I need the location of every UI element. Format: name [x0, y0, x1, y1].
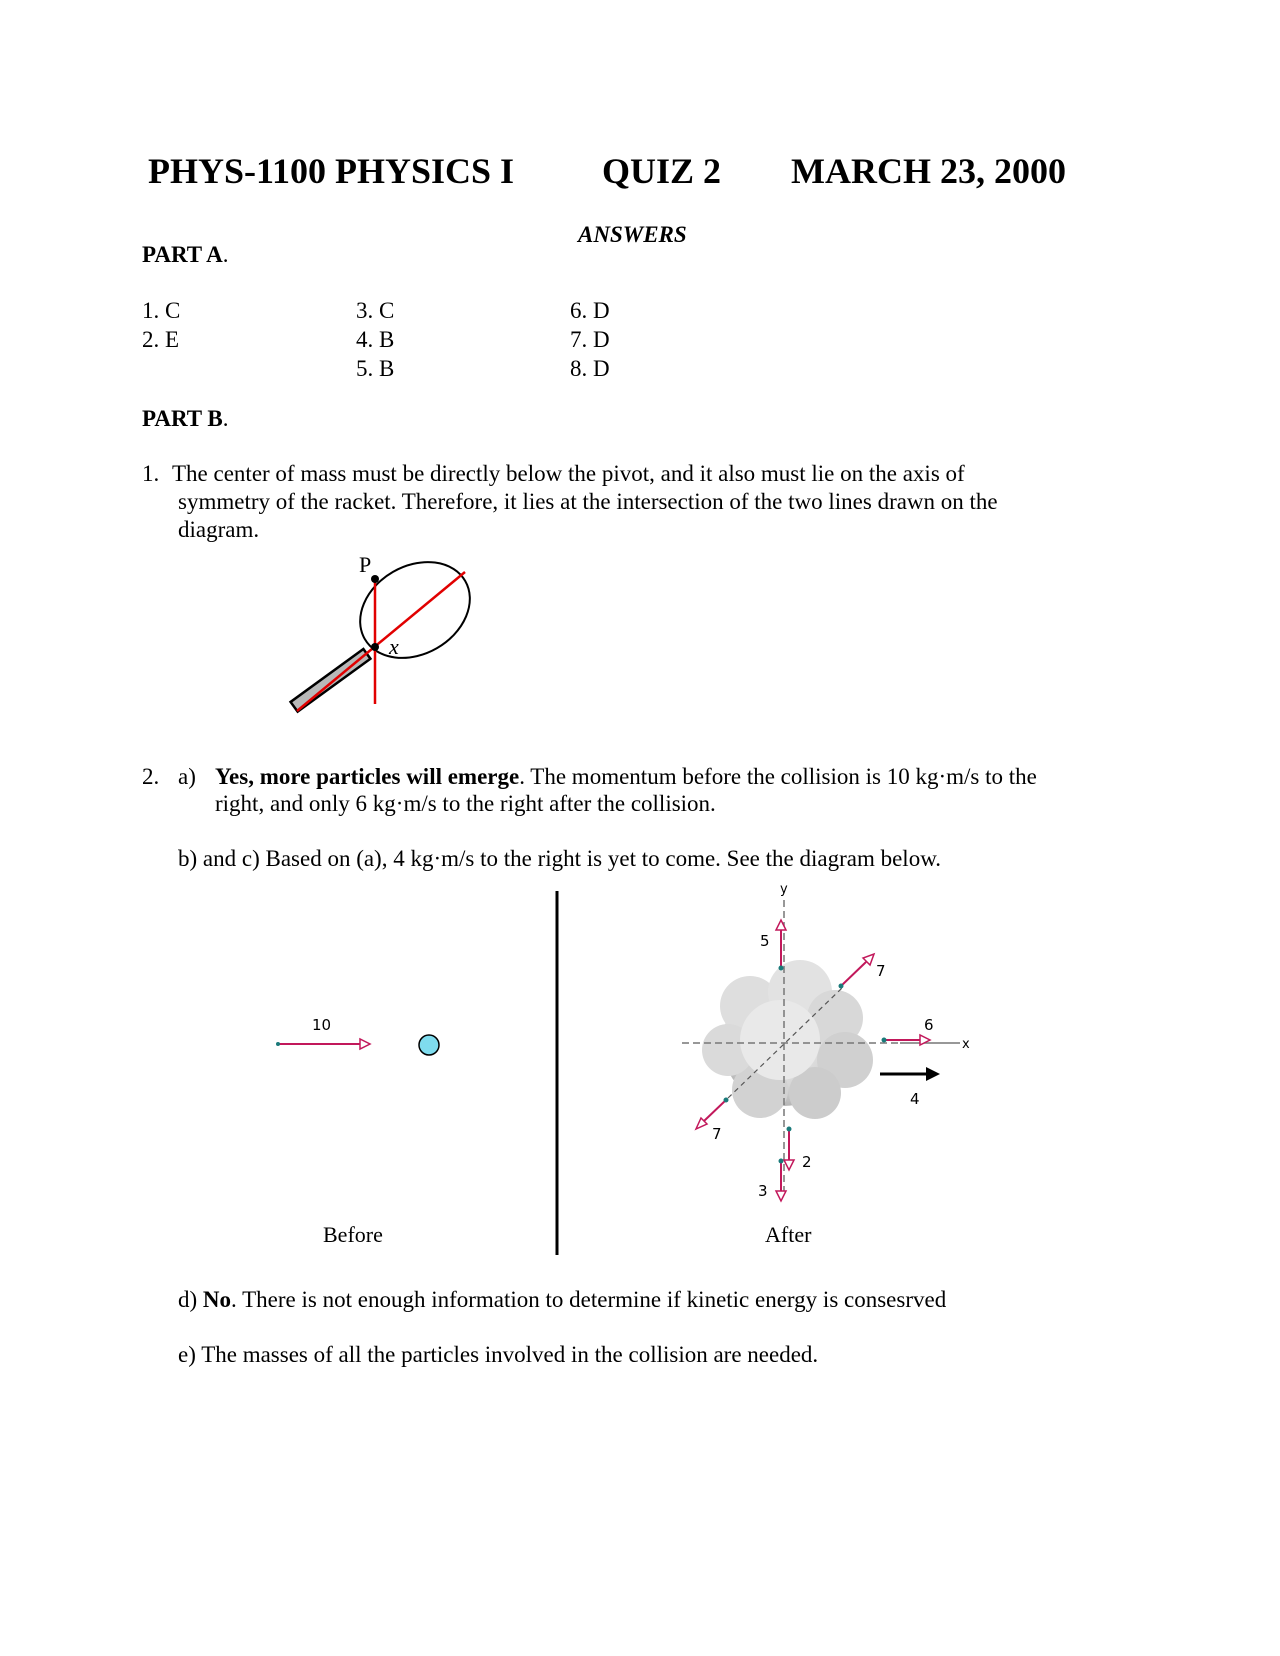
- arrow-up-5-tail: [779, 966, 784, 971]
- q2a-line-1: Yes, more particles will emerge. The momentum before the collision is 10 kg·m/s to the: [215, 764, 1037, 789]
- arrow-down-2-tail: [787, 1127, 792, 1132]
- target-particle: [419, 1035, 439, 1055]
- answer-item: 8. D: [570, 356, 610, 381]
- racket-diagram: [285, 548, 485, 728]
- q2-number: 2.: [142, 764, 160, 789]
- part-b-heading: PART B.: [142, 406, 229, 431]
- arrow-down-3-head: [776, 1191, 786, 1201]
- answer-item: 2. E: [142, 327, 180, 352]
- q2a-label: a): [178, 764, 196, 789]
- racket-handle: [291, 649, 371, 712]
- symmetry-axis-line: [297, 572, 465, 711]
- answer-item: 6. D: [570, 298, 610, 323]
- after-caption: After: [765, 1222, 812, 1247]
- q2bc-text: b) and c) Based on (a), 4 kg·m/s to the right is yet to come. See the diagram below.: [178, 846, 942, 871]
- q1-number: 1.: [142, 461, 160, 486]
- pivot-point: [371, 575, 379, 583]
- answers-subtitle: ANSWERS: [578, 222, 687, 247]
- answer-item: 1. C: [142, 298, 181, 323]
- q1-line-2: symmetry of the racket. Therefore, it lies at the intersection of the two lines drawn on the: [178, 489, 998, 514]
- label-down-outer: 3: [758, 1182, 768, 1200]
- q2e-text: e) The masses of all the particles involved in the collision are needed.: [178, 1342, 819, 1367]
- answer-item: 7. D: [570, 327, 610, 352]
- answers-column-1: [142, 296, 180, 354]
- label-down-inner: 2: [802, 1153, 812, 1171]
- arrow-right-6-tail: [882, 1038, 887, 1043]
- before-arrow-tail: [276, 1042, 280, 1046]
- before-arrowhead: [360, 1039, 370, 1049]
- answers-column-3: [570, 296, 610, 383]
- course-title: PHYS-1100 PHYSICS I: [148, 151, 515, 191]
- collision-cloud: [702, 960, 873, 1119]
- label-missing: 4: [910, 1090, 920, 1108]
- quiz-title: QUIZ 2: [602, 151, 722, 191]
- q2d-text: d) No. There is not enough information to determine if kinetic energy is consesrved: [178, 1287, 947, 1312]
- q1-line-3: diagram.: [178, 517, 260, 542]
- q2a-line-2: right, and only 6 kg·m/s to the right after the collision.: [215, 791, 716, 816]
- answer-item: 3. C: [356, 298, 395, 323]
- y-axis-label: y: [780, 882, 788, 897]
- arrow-down-2-head: [784, 1160, 794, 1170]
- arrow-upper-right-7-tail: [839, 984, 844, 989]
- x-axis-label: x: [962, 1037, 970, 1052]
- label-lower-left: 7: [712, 1125, 722, 1143]
- arrow-down-3-tail: [779, 1159, 784, 1164]
- before-caption: Before: [323, 1222, 383, 1247]
- center-of-mass-label: x: [389, 634, 399, 659]
- part-a-heading: PART A.: [142, 242, 229, 267]
- center-of-mass-point: [371, 643, 379, 651]
- arrow-upper-right-7: [841, 962, 866, 986]
- label-upper-right: 7: [876, 962, 886, 980]
- before-momentum-label: 10: [312, 1016, 332, 1034]
- missing-momentum-arrowhead: [926, 1067, 940, 1081]
- arrow-lower-left-7: [704, 1100, 726, 1121]
- label-up: 5: [760, 932, 770, 950]
- answer-item: 4. B: [356, 327, 395, 352]
- quiz-date: MARCH 23, 2000: [791, 151, 1066, 191]
- collision-diagram: [260, 878, 1020, 1263]
- label-right: 6: [924, 1016, 934, 1034]
- arrow-lower-left-7-tail: [724, 1098, 729, 1103]
- answers-column-2: [356, 296, 394, 383]
- pivot-label: P: [359, 552, 372, 577]
- answer-item: 5. B: [356, 356, 395, 381]
- q1-line-1: The center of mass must be directly below the pivot, and it also must lie on the axis of: [172, 461, 965, 486]
